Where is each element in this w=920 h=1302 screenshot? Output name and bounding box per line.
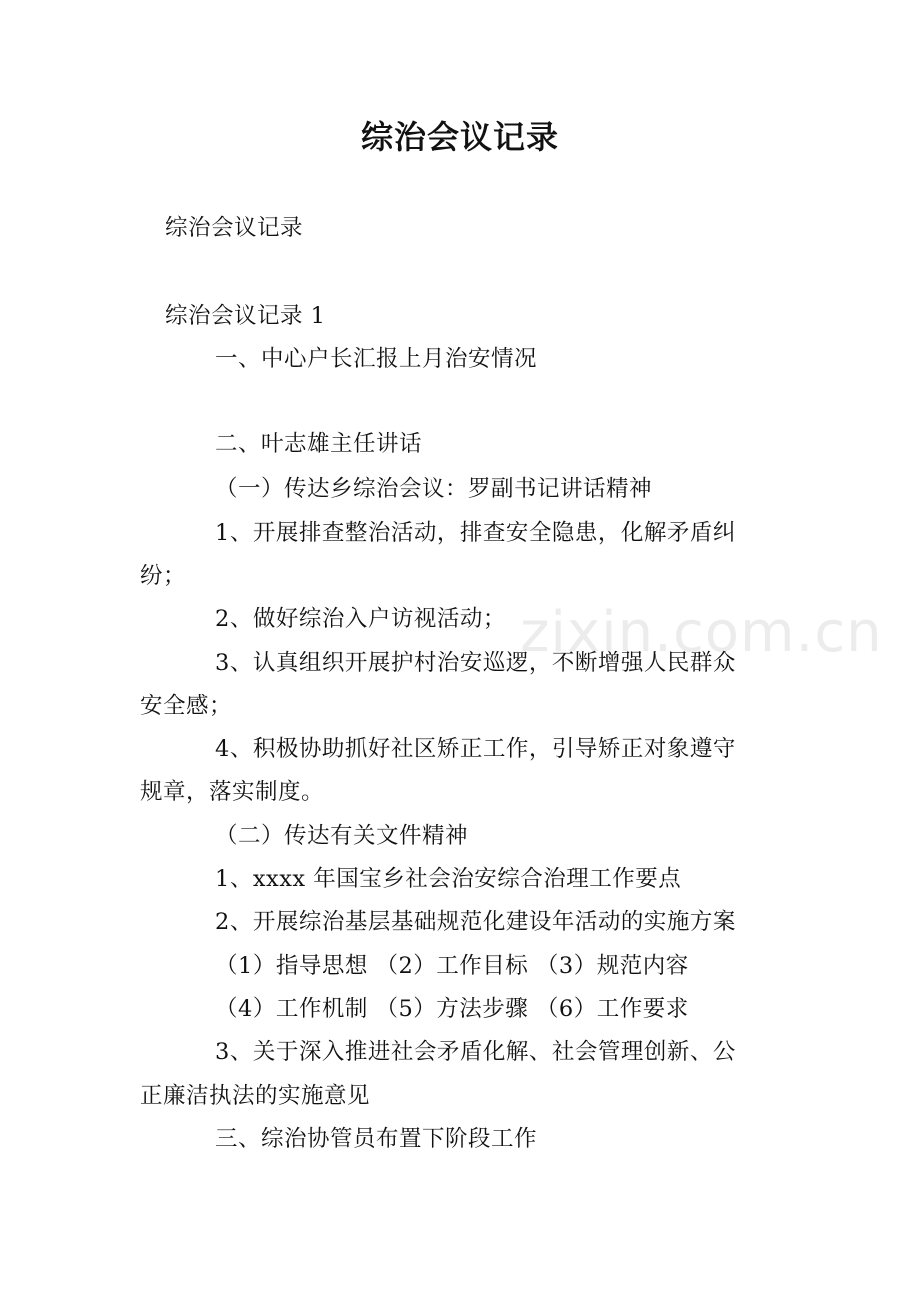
- paragraph-line: 3、认真组织开展护村治安巡逻，不断增强人民群众: [215, 650, 736, 676]
- paragraph-line: 正廉洁执法的实施意见: [140, 1083, 371, 1109]
- paragraph-line: 1、xxxx 年国宝乡社会治安综合治理工作要点: [215, 866, 682, 892]
- document-title: 综治会议记录: [360, 118, 559, 156]
- paragraph-line: 安全感；: [140, 693, 233, 719]
- watermark: zixin.com.cn: [520, 600, 883, 665]
- paragraph-line: 二、叶志雄主任讲话: [215, 431, 423, 457]
- paragraph-line: （二）传达有关文件精神: [215, 823, 469, 849]
- subtitle-line: 综治会议记录: [165, 215, 304, 241]
- paragraph-line: 3、关于深入推进社会矛盾化解、社会管理创新、公: [215, 1039, 736, 1065]
- paragraph-line: 纷；: [140, 563, 187, 589]
- paragraph-line: 2、做好综治入户访视活动；: [215, 606, 506, 632]
- paragraph-line: （4）工作机制 （5）方法步骤 （6）工作要求: [215, 996, 689, 1022]
- paragraph-line: 2、开展综治基层基础规范化建设年活动的实施方案: [215, 909, 736, 935]
- paragraph-line: 1、开展排查整治活动，排查安全隐患，化解矛盾纠: [215, 520, 736, 546]
- paragraph-line: （一）传达乡综治会议：罗副书记讲话精神: [215, 476, 653, 502]
- paragraph-line: 规章，落实制度。: [140, 779, 325, 805]
- paragraph-line: 一、中心户长汇报上月治安情况: [215, 346, 538, 372]
- record-heading: 综治会议记录 1: [165, 303, 326, 329]
- paragraph-line: 4、积极协助抓好社区矫正工作，引导矫正对象遵守: [215, 736, 736, 762]
- paragraph-line: 三、综治协管员布置下阶段工作: [215, 1126, 538, 1152]
- paragraph-line: （1）指导思想 （2）工作目标 （3）规范内容: [215, 953, 689, 979]
